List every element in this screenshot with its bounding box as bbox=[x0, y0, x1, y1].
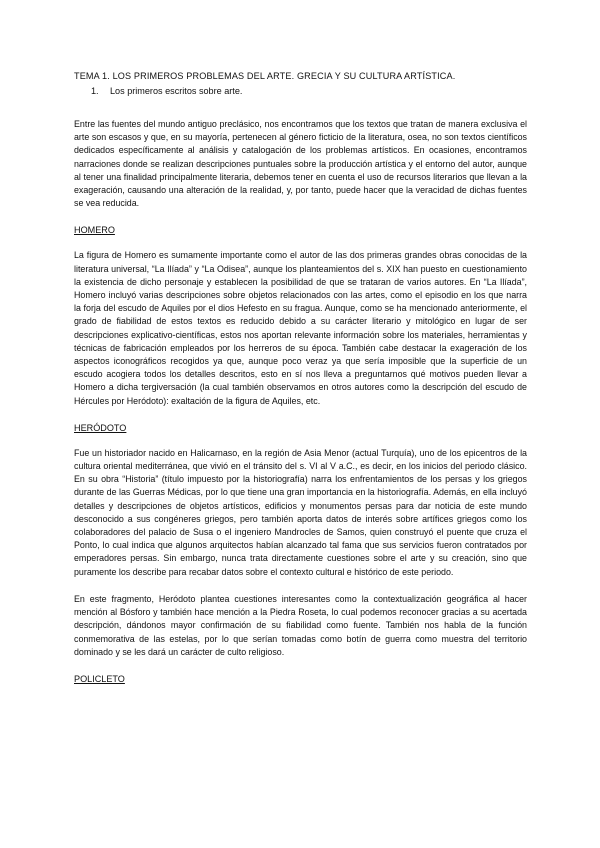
heading-homero: HOMERO bbox=[74, 225, 115, 236]
subtitle-text: Los primeros escritos sobre arte. bbox=[110, 86, 243, 96]
herodoto-paragraph: Fue un historiador nacido en Halicarnaso, en la región de Asia Menor (actual Turquía), uno de los epicentros de la cultura oriental mediterránea, que vivió en el tránsito del s. VI al V a.C., es decir, en los inicios del periodo clásico. En su obra “Historia” (título impuesto por la historiografía) narra los enfrentamientos de los persas y los griegos durante de las Guerras Médicas, por lo que tiene una gran importancia en la historiografía. Además, en ella incluyó detalles y descripciones de objetos artísticos, edificios y monumentos persas para dar noticia de este mundo desconocido a sus congéneres griegos, pero también aporta datos de interés sobre artífices griegos como los colaboradores del palacio de Susa o el ingeniero Mandrocles de Samos, quien construyó el puente que cruza el Ponto, lo cual indica que algunos arquitectos habían alcanzado tal fama que sus servicios fueron contratados por emperadores persas. Sin embargo, nunca trata directamente cuestiones sobre el arte y su creación, sino que puramente los describe para recabar datos sobre el contexto cultural e histórico de este periodo. bbox=[74, 447, 527, 577]
document-body bbox=[74, 70, 527, 686]
heading-policleto: POLICLETO bbox=[74, 673, 125, 684]
herodoto-paragraph: En este fragmento, Heródoto plantea cuestiones interesantes como la contextualización geográfica al hacer mención al Bósforo y también hace mención a la Piedra Roseta, lo cual podemos reconocer gracias a su acertada descripción, dándonos mayor confirmación de su fiabilidad como fuente. También nos habla de la función conmemorativa de las estelas, por lo que serían tomadas como botín de guerra como muestra del territorio dominado y se les dará un carácter de culto religioso. bbox=[74, 593, 527, 657]
section-subtitle bbox=[91, 85, 527, 98]
homero-paragraph: La figura de Homero es sumamente importante como el autor de las dos primeras grandes obras conocidas de la literatura universal, “La Ilíada” y “La Odisea”, aunque los planteamientos del s. XIX han puesto en cuestionamiento la existencia de dicho personaje y establecen la posibilidad de que se trataran de varios autores. En “La Ilíada”, Homero incluyó varias descripciones sobre objetos relacionados con las artes, como el episodio en los que narra la forja del escudo de Aquiles por el dios Hefesto en su fragua. Aunque, como se ha mencionado anteriormente, el grado de fiabilidad de estos textos es reducido debido a su carácter literario y mitológico en lugar de ser descripciones explicativo-científicas, estos nos aportan relevante información sobre los materiales, herramientas y técnicas de fabricación empleados por los herreros de su época. También cabe destacar la exageración de los aspectos iconográficos recogidos ya que, aunque poco veraz ya que sería imposible que la superficie de un escudo acogiera todos los detalles descritos, esto en sí nos lleva a preguntarnos qué motivos pueden llevar a Homero a dicha tergiversación (la cual también observamos en otros autores como la descripción del escudo de Hércules por Heródoto): exaltación de la figura de Aquiles, etc. bbox=[74, 250, 527, 406]
subtitle-number: 1. bbox=[91, 86, 99, 96]
heading-herodoto: HERÓDOTO bbox=[74, 422, 127, 433]
intro-paragraph: Entre las fuentes del mundo antiguo preclásico, nos encontramos que los textos que tratan de manera exclusiva el arte son escasos y que, en su mayoría, pertenecen al género ficticio de la literatura, osea, no son textos científicos dedicados específicamente al análisis y catalogación de los problemas artísticos. En ocasiones, encontramos narraciones donde se realizan descripciones puntuales sobre la producción artística y el entorno del autor, aunque al tener una finalidad principalmente literaria, debemos tener en cuenta el uso de recursos literarios que llevan a la exageración, causando una alteración de la realidad, y, por tanto, puede hacer que la veracidad de dichas fuentes se vea reducida. bbox=[74, 119, 527, 209]
document-title: TEMA 1. LOS PRIMEROS PROBLEMAS DEL ARTE. GRECIA Y SU CULTURA ARTÍSTICA. bbox=[74, 71, 456, 81]
